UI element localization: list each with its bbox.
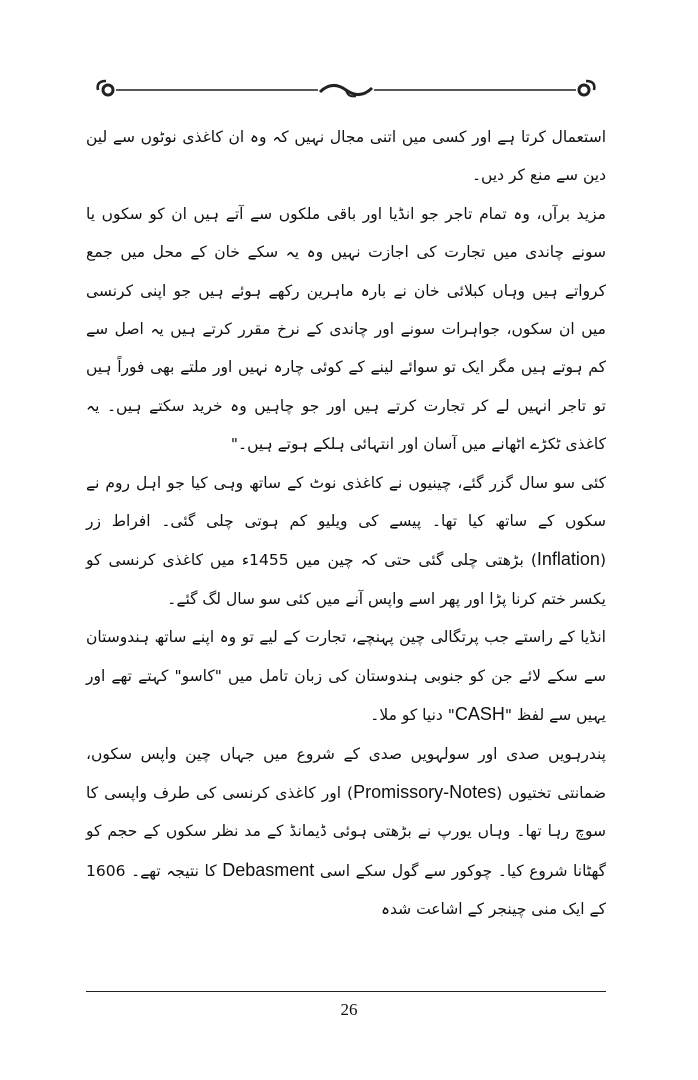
english-term-debasment: Debasment [222,859,315,880]
header-ornament [86,70,606,110]
paragraph: استعمال کرتا ہے اور کسی میں اتنی مجال نہیں کہ وہ ان کاغذی نوٹوں سے لین دین سے منع کر دیں۔ [86,128,606,185]
paragraph-text: " دنیا کو ملا۔ [370,706,455,725]
paragraph-text: ) بڑھتی چلی گئی حتی کہ چین میں 1455ء میں کاغذی کرنسی کو یکسر ختم کرنا پڑا اور پھر اسے واپس آنے میں کئی سو سال لگ گئے۔ [86,551,606,608]
english-term-inflation: Inflation [536,549,600,570]
paragraph [86,464,606,619]
paragraph-text: کئی سو سال گزر گئے، چینیوں نے کاغذی نوٹ کے ساتھ وہی کیا جو اہل روم نے سکوں کے ساتھ کیا تھا۔ پیسے کی ویلیو کم ہوتی چلی گئی۔ افراط زر ( [86,473,606,570]
body-text [86,118,606,929]
paragraph-text: کا نتیجہ تھے۔ 1606 کے ایک منی چینجر کے اشاعت شدہ [86,861,606,919]
paragraph-text: ) اور کاغذی کرنسی کی طرف واپسی کا سوچ رہا تھا۔ وہاں یورپ نے بڑھتی ہوئی ڈیمانڈ کے مد نظر سکوں کے حجم کو گھٹانا شروع کیا۔ چوکور سے گول سکے اسی [86,783,606,880]
page-number: 26 [340,1000,358,1019]
paragraph [86,618,606,734]
paragraph [86,735,606,929]
footer-divider [86,991,606,992]
english-term-cash: CASH [454,704,505,725]
paragraph-text: انڈیا کے راستے جب پرتگالی چین پہنچے، تجارت کے لیے تو وہ اپنے ساتھ ہندوستان سے سکے لائے جن کو جنوبی ہندوستان کی زبان تامل میں "کاسو" کہتے تھے اور یہیں سے لفظ " [86,628,606,725]
paragraph-text: پندرہویں صدی اور سولہویں صدی کے شروع میں جہاں چین واپس سکوں، ضمانتی تختیوں ( [86,744,606,802]
paragraph: مزید برآں، وہ تمام تاجر جو انڈیا اور باقی ملکوں سے آتے ہیں ان کو سکوں یا سونے چاندی میں تجارت کی اجازت نہیں وہ یہ سکے خان کے محل میں جمع کرواتے ہیں وہاں کبلائی خان نے بارہ ماہرین رکھے ہوئے ہیں جو اپنی کرنسی میں ان سکوں، جواہرات سونے اور چاندی کے نرخ مقرر کرتے ہیں یہ اصل سے کم ہوتے ہیں مگر ایک تو سوائے لینے کے کوئی چارہ نہیں اور ملتے بھی فوراً ہیں تو تاجر انہیں لے کر تجارت کرتے ہیں اور جو چاہیں وہ خرید سکتے ہیں۔ یہ کاغذی ٹکڑے اٹھانے میں آسان اور انتہائی ہلکے ہوتے ہیں۔" [86,204,606,454]
english-term-promissory-notes: Promissory-Notes [353,781,497,802]
